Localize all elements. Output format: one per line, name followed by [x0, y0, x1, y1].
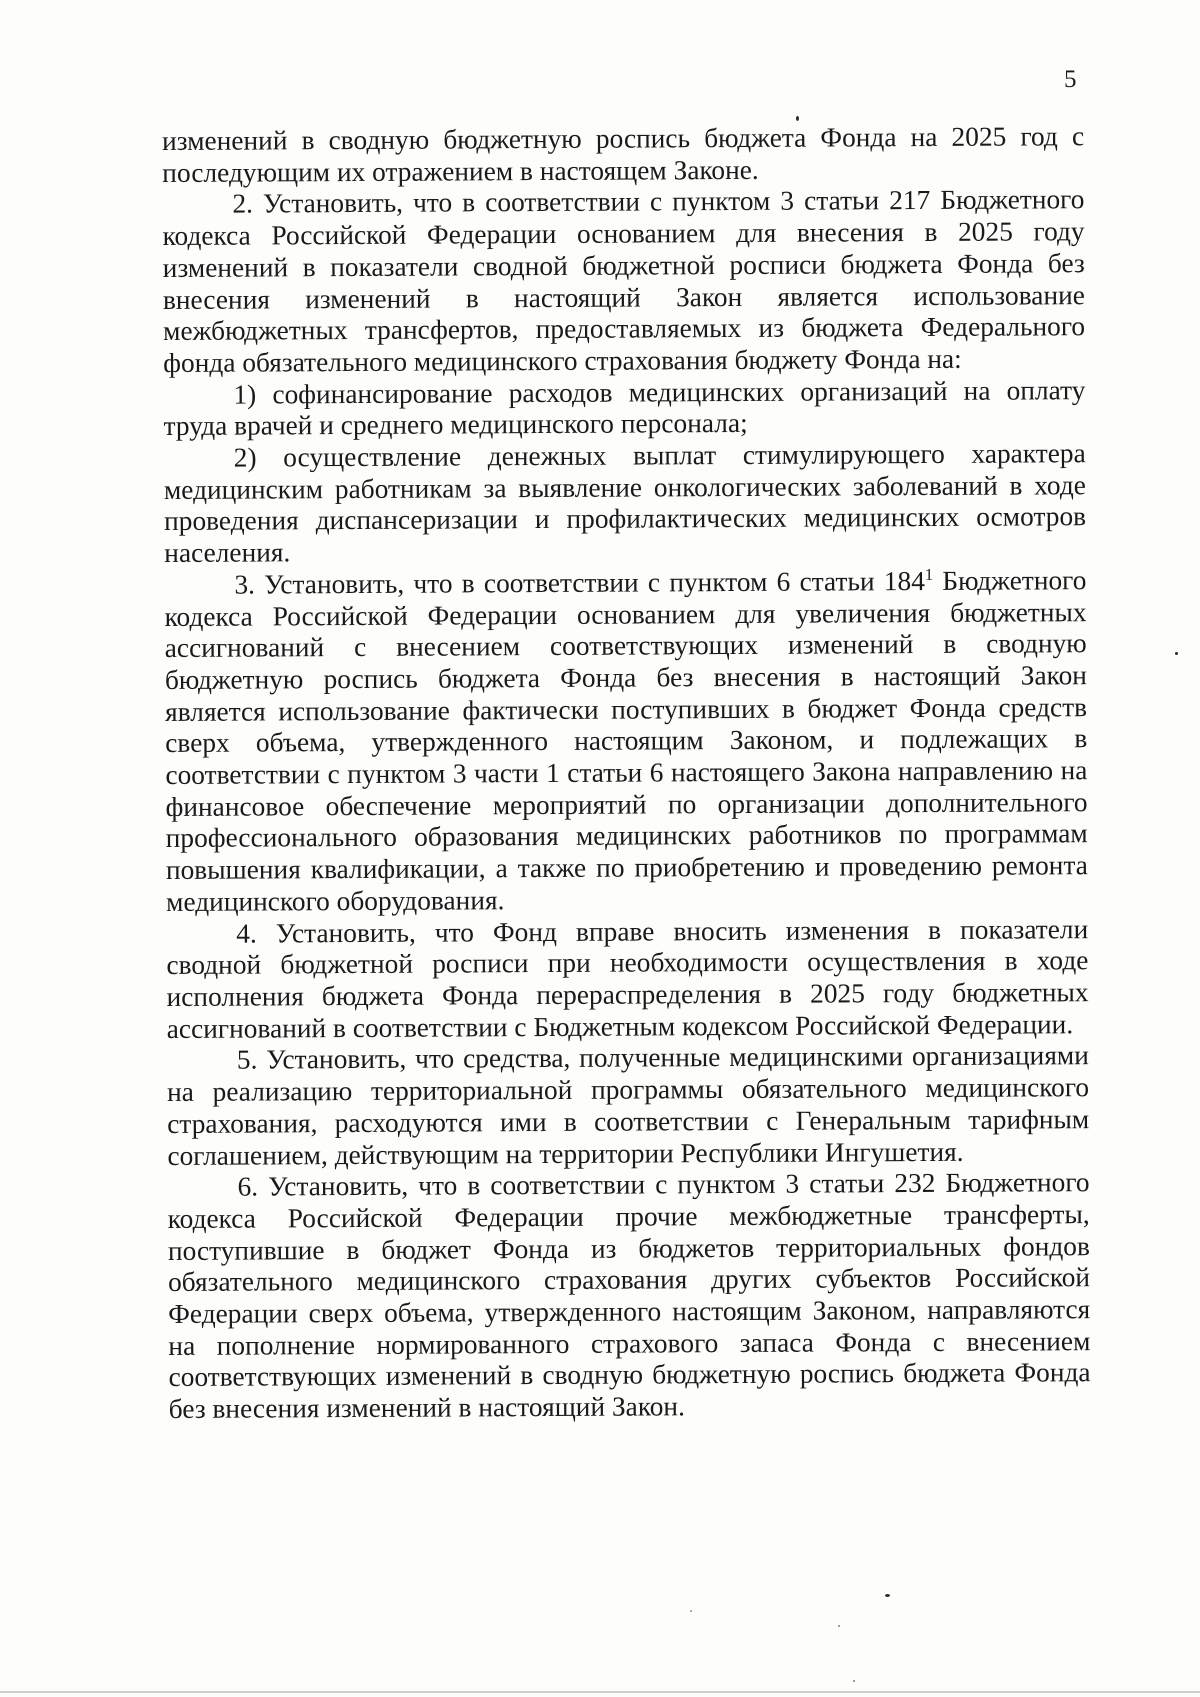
- article-superscript: 1: [924, 564, 934, 584]
- scan-speck: [885, 1594, 890, 1597]
- paragraph-item-3-lead: 3. Установить, что в соответствии с пунктом 6 статьи 184: [234, 565, 925, 600]
- scan-speck: [1175, 652, 1178, 655]
- page-number: 5: [1064, 66, 1077, 93]
- list-item-1: 1) софинансирование расходов медицинских организаций на оплату труда врачей и среднего медицинского персонала;: [163, 374, 1086, 442]
- scan-speck: [796, 116, 799, 121]
- document-body: [162, 121, 1091, 1426]
- list-item-2: 2) осуществление денежных выплат стимулирующего характера медицинским работникам за выявление онкологических заболеваний в ходе проведения диспансеризации и профилактических медицинских осмотров населения.: [163, 438, 1087, 569]
- scan-speck: [853, 1680, 855, 1682]
- scan-speck: [690, 1610, 692, 1612]
- paragraph-item-5: 5. Установить, что средства, полученные медицинскими организациями на реализацию территориальной программы обязательного медицинского страхования, расходуются ими в соответствии с Генеральным тарифным соглашением, действующим на территории Республики Ингушетия.: [166, 1040, 1090, 1171]
- paragraph-item-3: [164, 565, 1088, 919]
- paragraph-item-4: 4. Установить, что Фонд вправе вносить изменения в показатели сводной бюджетной росписи при необходимости осуществления в ходе исполнения бюджета Фонда перераспределения в 2025 году бюджетных ассигнований в соответствии с Бюджетным кодексом Российской Федерации.: [166, 913, 1089, 1044]
- paragraph-continuation: изменений в сводную бюджетную роспись бюджета Фонда на 2025 год с последующим их отражением в настоящем Законе.: [162, 121, 1085, 188]
- scan-edge: [0, 1691, 1200, 1693]
- paragraph-item-3-body: Бюджетного кодекса Российской Федерации основанием для увеличения бюджетных ассигнований с внесением соответствующих изменений в сводную бюджетную роспись бюджета Фонда без внесения в настоящий Закон является использование фактически поступивших в бюджет Фонда средств сверх объема, утвержденного настоящим Законом, и подлежащих в соответствии с пунктом 3 части 1 статьи 6 настоящего Закона направлению на финансовое обеспечение мероприятий по организации дополнительного профессионального образования медицинских работников по программам повышения квалификации, а также по приобретению и проведению ремонта медицинского оборудования.: [164, 565, 1088, 917]
- scan-speck: [838, 1625, 840, 1627]
- paragraph-item-6: 6. Установить, что в соответствии с пунктом 3 статьи 232 Бюджетного кодекса Российской Федерации прочие межбюджетные трансферты, поступившие в бюджет Фонда из бюджетов территориальных фондов обязательного медицинского страхования других субъектов Российской Федерации сверх объема, утвержденного настоящим Законом, направляются на пополнение нормированного страхового запаса Фонда с внесением соответствующих изменений в сводную бюджетную роспись бюджета Фонда без внесения изменений в настоящий Закон.: [167, 1167, 1091, 1425]
- paragraph-item-2: 2. Установить, что в соответствии с пунктом 3 статьи 217 Бюджетного кодекса Российской Федерации основанием для внесения в 2025 году изменений в показатели сводной бюджетной росписи бюджета Фонда без внесения изменений в настоящий Закон является использование межбюджетных трансфертов, предоставляемых из бюджета Федерального фонда обязательного медицинского страхования бюджету Фонда на:: [162, 184, 1086, 378]
